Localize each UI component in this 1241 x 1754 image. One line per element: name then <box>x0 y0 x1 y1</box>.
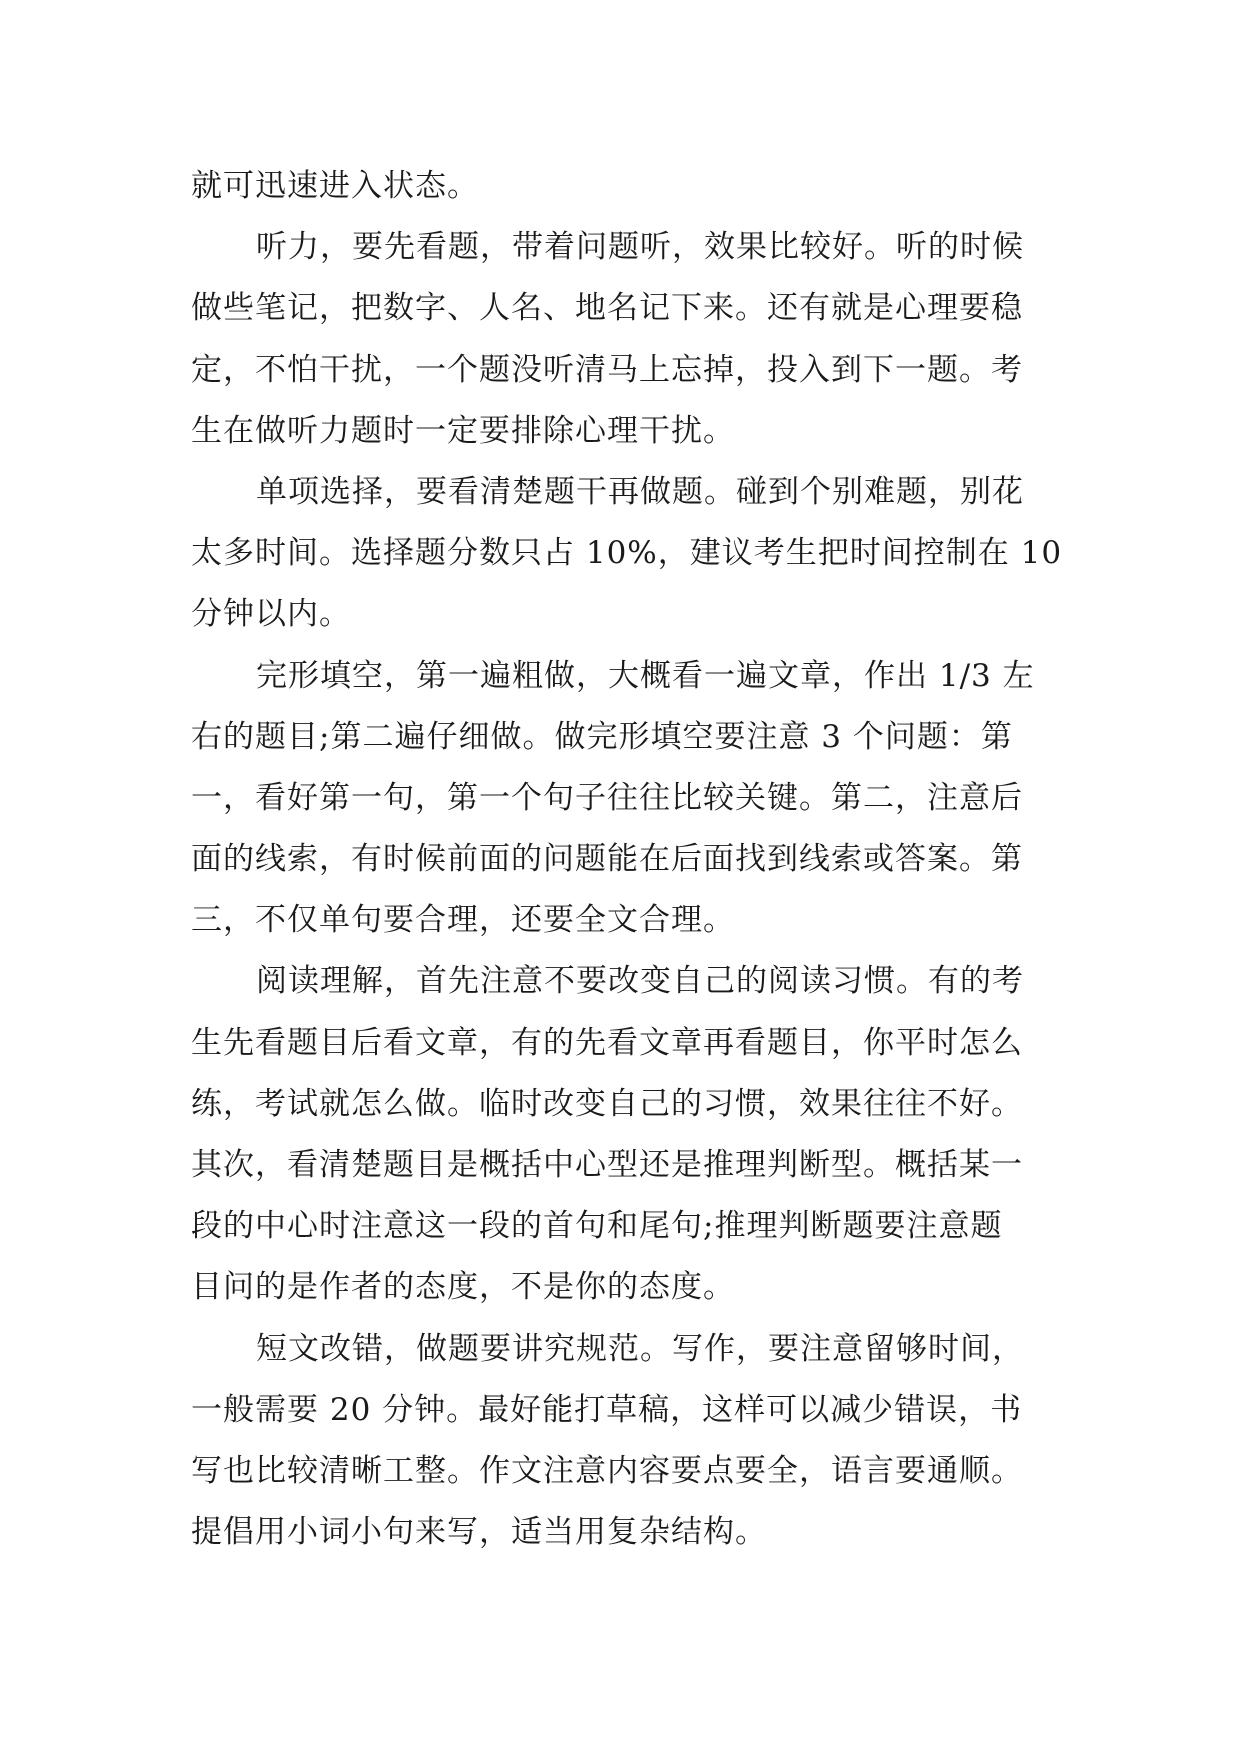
text-line: 一般需要 20 分钟。最好能打草稿，这样可以减少错误，书 <box>191 1391 1023 1428</box>
text-line: 右的题目;第二遍仔细做。做完形填空要注意 3 个问题：第 <box>191 718 1013 755</box>
text-line: 阅读理解，首先注意不要改变自己的阅读习惯。有的考 <box>256 963 1024 1000</box>
text-line: 一，看好第一句，第一个句子往往比较关键。第二，注意后 <box>191 779 1023 816</box>
text-line: 短文改错，做题要讲究规范。写作，要注意留够时间， <box>256 1330 1024 1367</box>
text-line: 就可迅速进入状态。 <box>191 168 479 204</box>
body-text <box>191 156 1063 1563</box>
text-line: 做些笔记，把数字、人名、地名记下来。还有就是心理要稳 <box>191 290 1023 327</box>
text-line: 太多时间。选择题分数只占 10%，建议考生把时间控制在 10 <box>191 535 1063 572</box>
text-line: 段的中心时注意这一段的首句和尾句;推理判断题要注意题 <box>191 1208 1003 1245</box>
text-line: 目问的是作者的态度，不是你的态度。 <box>191 1269 735 1306</box>
text-line: 提倡用小词小句来写，适当用复杂结构。 <box>191 1514 767 1551</box>
text-line: 完形填空，第一遍粗做，大概看一遍文章，作出 1/3 左 <box>256 657 1035 694</box>
text-line: 分钟以内。 <box>191 596 351 633</box>
text-line: 单项选择，要看清楚题干再做题。碰到个别难题，别花 <box>256 473 1024 510</box>
text-line: 面的线索，有时候前面的问题能在后面找到线索或答案。第 <box>191 841 1023 878</box>
text-line: 听力，要先看题，带着问题听，效果比较好。听的时候 <box>256 229 1024 266</box>
text-line: 生在做听力题时一定要排除心理干扰。 <box>191 412 735 449</box>
text-line: 定，不怕干扰，一个题没听清马上忘掉，投入到下一题。考 <box>191 351 1023 388</box>
text-line: 三，不仅单句要合理，还要全文合理。 <box>191 902 735 939</box>
text-line: 生先看题目后看文章，有的先看文章再看题目，你平时怎么 <box>191 1024 1023 1061</box>
text-line: 写也比较清晰工整。作文注意内容要点要全，语言要通顺。 <box>191 1452 1023 1489</box>
text-line: 练，考试就怎么做。临时改变自己的习惯，效果往往不好。 <box>191 1085 1023 1122</box>
text-line: 其次，看清楚题目是概括中心型还是推理判断型。概括某一 <box>191 1147 1023 1183</box>
